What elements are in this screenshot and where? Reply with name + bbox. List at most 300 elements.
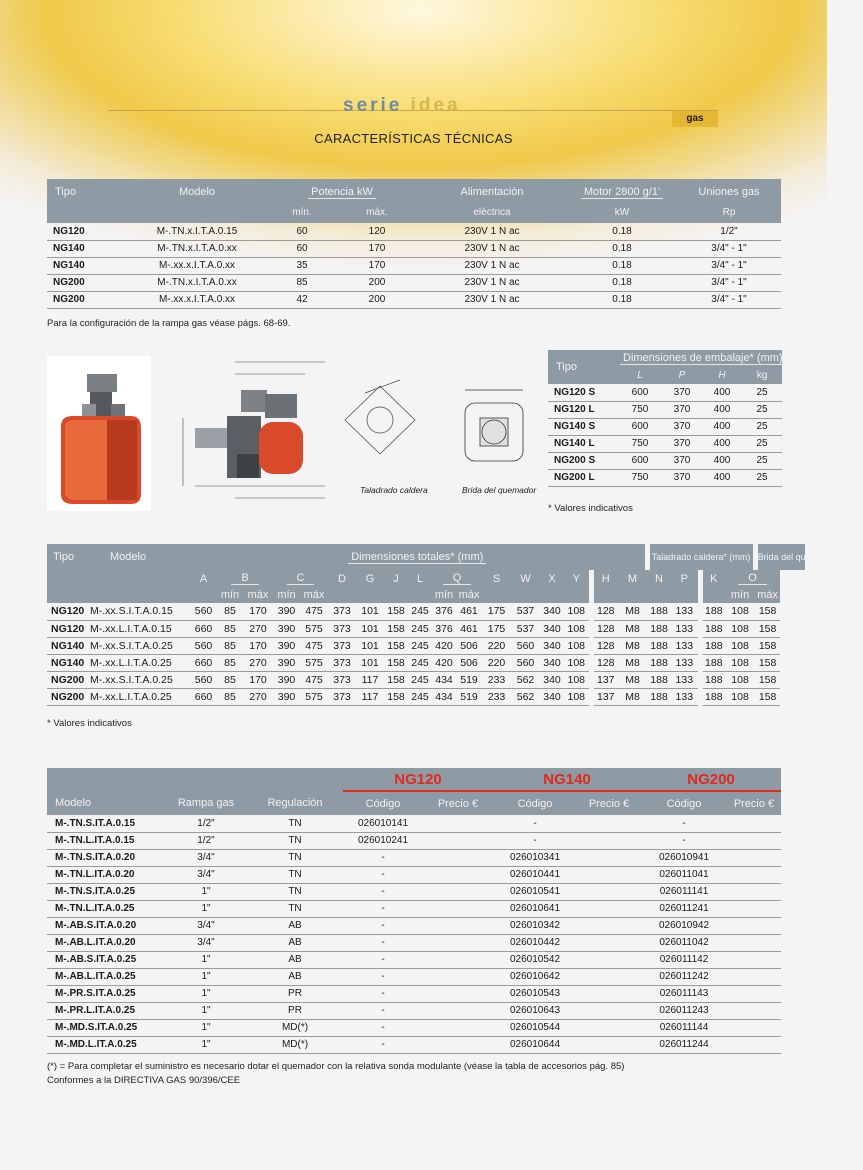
dim-col-h: H	[591, 570, 618, 587]
table-cell: 1/2"	[677, 223, 781, 240]
table-cell: NG200	[47, 291, 127, 308]
table-cell: 170	[337, 240, 417, 257]
table-cell: 340	[540, 620, 564, 637]
table-cell: 575	[300, 620, 328, 637]
table-cell: 1"	[165, 968, 247, 985]
table-cell: TN	[247, 866, 343, 883]
table-cell: 128	[591, 603, 618, 620]
table-cell: 108	[725, 620, 755, 637]
table-cell: NG200 L	[548, 469, 618, 486]
table-cell: 400	[702, 401, 742, 418]
price-cell	[727, 1002, 781, 1019]
table-cell: 188	[700, 620, 725, 637]
table-cell: 3/4" - 1"	[677, 257, 781, 274]
price-cell	[577, 900, 641, 917]
table-cell: 158	[384, 620, 408, 637]
price-col-codigo-ng140: Código	[493, 791, 577, 815]
dim-col-l: L	[408, 570, 432, 587]
table-cell: 562	[511, 671, 540, 688]
table-cell: 373	[328, 637, 356, 654]
table-row	[47, 968, 781, 985]
table-cell: 101	[356, 637, 384, 654]
table-row	[47, 917, 781, 934]
dim-col-w: W	[511, 570, 540, 587]
table-cell: 537	[511, 603, 540, 620]
table-cell: M-.MD.L.IT.A.0.25	[47, 1036, 165, 1053]
table-cell: 660	[190, 654, 217, 671]
price-cell	[423, 1036, 493, 1053]
table-cell: M-.xx.L.I.T.A.0.15	[90, 620, 190, 637]
table-cell: -	[343, 866, 423, 883]
table-cell: M-.AB.S.IT.A.0.25	[47, 951, 165, 968]
table-cell: 562	[511, 688, 540, 705]
dim-col-x: X	[540, 570, 564, 587]
table-cell: 390	[273, 603, 300, 620]
dim-col-a: A	[190, 570, 217, 587]
table-cell: 461	[456, 603, 482, 620]
price-cell	[577, 832, 641, 849]
table-cell: 026010341	[493, 849, 577, 866]
table-cell: NG200	[47, 274, 127, 291]
table-cell: 600	[618, 384, 662, 401]
table-cell: -	[343, 1002, 423, 1019]
table-cell: M-.xx.L.I.T.A.0.25	[90, 688, 190, 705]
price-cell	[577, 866, 641, 883]
price-cell	[423, 934, 493, 951]
col-alimentacion: Alimentación	[417, 179, 567, 201]
table-cell: 1"	[165, 1002, 247, 1019]
pkg-col-l: L	[618, 368, 662, 385]
table-cell: M-.TN.L.IT.A.0.20	[47, 866, 165, 883]
pricing-table-body	[47, 815, 781, 1053]
dim-q-max: máx	[456, 587, 482, 603]
table-cell: 026010542	[493, 951, 577, 968]
table-cell: 026010643	[493, 1002, 577, 1019]
table-row	[47, 240, 781, 257]
dim-col-tipo: Tipo	[47, 544, 90, 570]
table-cell: -	[343, 883, 423, 900]
table-cell: 026010441	[493, 866, 577, 883]
table-cell: 370	[662, 452, 702, 469]
table-cell: 25	[742, 435, 782, 452]
dimensions-table-body	[47, 603, 805, 705]
table-row	[47, 637, 805, 654]
table-cell: 506	[456, 637, 482, 654]
table-cell: 026011142	[641, 951, 727, 968]
table-cell: 373	[328, 654, 356, 671]
table-cell: 1/2"	[165, 815, 247, 832]
price-cell	[423, 917, 493, 934]
table-cell: M-.xx.x.I.T.A.0.xx	[127, 291, 267, 308]
table-cell: 560	[511, 654, 540, 671]
table-cell: 434	[432, 688, 456, 705]
table-cell: M8	[618, 688, 647, 705]
table-cell: 1/2"	[165, 832, 247, 849]
table-cell: 158	[384, 671, 408, 688]
price-cell	[577, 1036, 641, 1053]
directive-note: Conformes a la DIRECTIVA GAS 90/396/CEE	[47, 1075, 241, 1086]
table-cell: 188	[647, 620, 671, 637]
table-cell: 158	[384, 654, 408, 671]
table-cell: AB	[247, 934, 343, 951]
dim-b-max: máx	[243, 587, 273, 603]
table-cell: 400	[702, 435, 742, 452]
table-cell: 519	[456, 688, 482, 705]
price-cell	[727, 900, 781, 917]
table-cell: 188	[647, 637, 671, 654]
table-cell: NG140 L	[548, 435, 618, 452]
price-cell	[727, 917, 781, 934]
price-col-codigo-ng200: Código	[641, 791, 727, 815]
table-cell: PR	[247, 985, 343, 1002]
table-cell: 340	[540, 688, 564, 705]
table-row	[47, 985, 781, 1002]
table-cell: 400	[702, 384, 742, 401]
table-cell: 42	[267, 291, 337, 308]
dim-b-min: mín	[217, 587, 243, 603]
table-cell: 3/4" - 1"	[677, 291, 781, 308]
table-cell: MD(*)	[247, 1036, 343, 1053]
table-row	[548, 435, 782, 452]
table-cell: 230V 1 N ac	[417, 257, 567, 274]
price-col-rampa: Rampa gas	[165, 791, 247, 815]
table-cell: -	[343, 934, 423, 951]
table-cell: 506	[456, 654, 482, 671]
table-cell: 60	[267, 223, 337, 240]
price-cell	[423, 883, 493, 900]
table-cell: 373	[328, 603, 356, 620]
price-cell	[727, 866, 781, 883]
table-row	[47, 620, 805, 637]
table-row	[47, 291, 781, 308]
table-cell: 434	[432, 671, 456, 688]
col-motor-unit: kW	[567, 201, 677, 223]
table-cell: 537	[511, 620, 540, 637]
table-cell: 158	[755, 654, 780, 671]
table-cell: 175	[482, 603, 511, 620]
table-cell: 133	[671, 637, 700, 654]
price-col-precio-ng200: Precio €	[727, 791, 781, 815]
table-cell: 400	[702, 452, 742, 469]
table-cell: 026010543	[493, 985, 577, 1002]
table-cell: 158	[384, 688, 408, 705]
table-cell: 108	[564, 620, 591, 637]
table-cell: -	[641, 815, 727, 832]
technical-table-body	[47, 223, 781, 308]
table-row	[47, 257, 781, 274]
table-cell: 3/4"	[165, 866, 247, 883]
price-cell	[577, 883, 641, 900]
table-cell: 370	[662, 401, 702, 418]
table-cell: 85	[217, 620, 243, 637]
table-cell: 101	[356, 603, 384, 620]
table-cell: 158	[755, 620, 780, 637]
table-cell: 575	[300, 654, 328, 671]
table-row	[548, 401, 782, 418]
table-cell: 188	[700, 603, 725, 620]
price-col-codigo-ng120: Código	[343, 791, 423, 815]
table-cell: -	[493, 832, 577, 849]
price-cell	[727, 934, 781, 951]
price-cell	[577, 1019, 641, 1036]
table-cell: M-.TN.x.I.T.A.0.xx	[127, 240, 267, 257]
table-cell: AB	[247, 968, 343, 985]
table-row	[47, 951, 781, 968]
dim-col-p: P	[671, 570, 700, 587]
table-cell: 108	[725, 637, 755, 654]
table-cell: 026011242	[641, 968, 727, 985]
dim-c-min: mín	[273, 587, 300, 603]
table-cell: 233	[482, 688, 511, 705]
table-cell: 230V 1 N ac	[417, 240, 567, 257]
table-cell: 158	[755, 688, 780, 705]
table-cell: 660	[190, 620, 217, 637]
table-cell: 475	[300, 637, 328, 654]
table-cell: M-.TN.L.IT.A.0.15	[47, 832, 165, 849]
table-cell: 026011141	[641, 883, 727, 900]
table-row	[47, 849, 781, 866]
dim-o-min: mín	[725, 587, 755, 603]
dim-col-k: K	[700, 570, 725, 587]
table-cell: AB	[247, 917, 343, 934]
table-cell: M-.TN.x.I.T.A.0.xx	[127, 274, 267, 291]
table-cell: 25	[742, 384, 782, 401]
pricing-table	[47, 768, 781, 1054]
table-cell: 85	[217, 654, 243, 671]
table-cell: 230V 1 N ac	[417, 223, 567, 240]
table-cell: TN	[247, 815, 343, 832]
table-cell: 158	[755, 671, 780, 688]
table-cell: 026010641	[493, 900, 577, 917]
table-cell: 270	[243, 654, 273, 671]
table-cell: 1"	[165, 985, 247, 1002]
series-word: serie	[343, 95, 403, 116]
table-row	[47, 688, 805, 705]
table-cell: NG120 L	[548, 401, 618, 418]
table-cell: NG120	[47, 603, 90, 620]
table-cell: 85	[217, 637, 243, 654]
dim-col-c: C	[273, 570, 328, 587]
table-cell: 420	[432, 637, 456, 654]
table-cell: MD(*)	[247, 1019, 343, 1036]
packaging-table	[548, 350, 782, 487]
table-cell: 128	[591, 637, 618, 654]
table-cell: 660	[190, 688, 217, 705]
table-cell: 026010941	[641, 849, 727, 866]
modulating-note: (*) = Para completar el suministro es necesario dotar el quemador con la relativa sonda modulante (véase la tabla de accesorios pág. 85)	[47, 1061, 625, 1072]
table-cell: 340	[540, 603, 564, 620]
price-cell	[423, 1002, 493, 1019]
dim-col-s: S	[482, 570, 511, 587]
table-cell: 108	[725, 671, 755, 688]
dim-col-d: D	[328, 570, 356, 587]
table-cell: M8	[618, 637, 647, 654]
table-cell: M-.TN.S.IT.A.0.15	[47, 815, 165, 832]
price-col-modelo: Modelo	[47, 791, 165, 815]
table-cell: 133	[671, 620, 700, 637]
table-cell: M-.AB.L.IT.A.0.20	[47, 934, 165, 951]
price-cell	[423, 985, 493, 1002]
table-cell: 475	[300, 671, 328, 688]
table-row	[47, 671, 805, 688]
table-cell: -	[343, 951, 423, 968]
table-cell: 25	[742, 452, 782, 469]
col-uniones-unit: Rp	[677, 201, 781, 223]
table-cell: M-.xx.S.I.T.A.0.25	[90, 637, 190, 654]
table-row	[47, 223, 781, 240]
table-row	[47, 1036, 781, 1053]
table-cell: NG140	[47, 257, 127, 274]
table-cell: 175	[482, 620, 511, 637]
table-cell: 188	[647, 654, 671, 671]
table-cell: NG200 S	[548, 452, 618, 469]
price-cell	[423, 1019, 493, 1036]
table-cell: NG140	[47, 654, 90, 671]
table-row	[47, 1019, 781, 1036]
pkg-col-h: H	[702, 368, 742, 385]
caption-brida: Brida del quemador	[462, 485, 537, 495]
price-cell	[727, 1019, 781, 1036]
table-cell: 390	[273, 688, 300, 705]
table-cell: 026011241	[641, 900, 727, 917]
table-cell: 750	[618, 469, 662, 486]
price-col-precio-ng140: Precio €	[577, 791, 641, 815]
table-cell: 340	[540, 654, 564, 671]
table-cell: 373	[328, 688, 356, 705]
table-cell: TN	[247, 883, 343, 900]
price-cell	[577, 917, 641, 934]
table-cell: NG120 S	[548, 384, 618, 401]
col-potencia: Potencia kW	[267, 179, 417, 201]
gas-tag: gas	[672, 111, 718, 127]
table-cell: 101	[356, 620, 384, 637]
table-cell: 245	[408, 671, 432, 688]
table-cell: 170	[243, 603, 273, 620]
dim-c-max: máx	[300, 587, 328, 603]
table-cell: -	[343, 917, 423, 934]
table-cell: 245	[408, 688, 432, 705]
table-cell: 026010342	[493, 917, 577, 934]
table-cell: 400	[702, 469, 742, 486]
table-cell: M8	[618, 603, 647, 620]
series-title	[343, 95, 461, 117]
table-cell: 170	[243, 671, 273, 688]
dimensions-table	[47, 544, 863, 706]
table-cell: M8	[618, 654, 647, 671]
table-cell: 117	[356, 671, 384, 688]
burner-photo	[47, 356, 151, 511]
table-cell: 1"	[165, 951, 247, 968]
table-cell: 026010141	[343, 815, 423, 832]
table-cell: 230V 1 N ac	[417, 291, 567, 308]
table-cell: 461	[456, 620, 482, 637]
table-cell: 026010541	[493, 883, 577, 900]
table-cell: NG140	[47, 240, 127, 257]
table-cell: -	[493, 815, 577, 832]
caption-taladrado: Taladrado caldera	[360, 485, 428, 495]
table-cell: 270	[243, 688, 273, 705]
table-cell: 373	[328, 620, 356, 637]
table-cell: 200	[337, 291, 417, 308]
table-cell: 370	[662, 469, 702, 486]
table-cell: 188	[700, 654, 725, 671]
dim-col-totales: Dimensiones totales* (mm)	[190, 544, 647, 570]
table-cell: 188	[647, 688, 671, 705]
table-cell: 230V 1 N ac	[417, 274, 567, 291]
table-row	[47, 883, 781, 900]
price-cell	[727, 883, 781, 900]
table-row	[47, 654, 805, 671]
table-cell: 270	[243, 620, 273, 637]
dim-q-min: mín	[432, 587, 456, 603]
table-cell: TN	[247, 900, 343, 917]
table-cell: M-.TN.S.IT.A.0.25	[47, 883, 165, 900]
table-cell: M8	[618, 671, 647, 688]
price-cell	[423, 832, 493, 849]
table-cell: 233	[482, 671, 511, 688]
table-row	[47, 832, 781, 849]
table-cell: NG140	[47, 637, 90, 654]
price-cell	[577, 968, 641, 985]
col-uniones: Uniones gas	[677, 179, 781, 201]
dim-col-n: N	[647, 570, 671, 587]
table-cell: 390	[273, 620, 300, 637]
table-cell: NG200	[47, 688, 90, 705]
table-cell: 3/4" - 1"	[677, 274, 781, 291]
table-cell: 158	[384, 637, 408, 654]
series-name: idea	[410, 95, 461, 116]
table-cell: -	[343, 849, 423, 866]
table-cell: 400	[702, 418, 742, 435]
table-cell: 026011144	[641, 1019, 727, 1036]
dimensions-note: * Valores indicativos	[47, 718, 132, 729]
table-cell: 026011244	[641, 1036, 727, 1053]
dim-col-b: B	[217, 570, 273, 587]
table-cell: 101	[356, 654, 384, 671]
table-row	[548, 418, 782, 435]
table-cell: 137	[591, 688, 618, 705]
table-cell: 390	[273, 654, 300, 671]
page-subtitle: CARACTERÍSTICAS TÉCNICAS	[314, 131, 513, 146]
table-cell: 1"	[165, 900, 247, 917]
table-cell: 026010642	[493, 968, 577, 985]
table-cell: 188	[647, 603, 671, 620]
table-cell: TN	[247, 849, 343, 866]
table-cell: 026011143	[641, 985, 727, 1002]
price-cell	[423, 968, 493, 985]
table-cell: TN	[247, 832, 343, 849]
table-cell: 026010644	[493, 1036, 577, 1053]
table-cell: 128	[591, 654, 618, 671]
table-cell: 0.18	[567, 257, 677, 274]
table-cell: NG120	[47, 223, 127, 240]
table-cell: 420	[432, 654, 456, 671]
price-cell	[577, 951, 641, 968]
table-cell: 3/4" - 1"	[677, 240, 781, 257]
table-cell: 373	[328, 671, 356, 688]
price-cell	[423, 849, 493, 866]
table-cell: 85	[217, 671, 243, 688]
col-motor: Motor 2800 g/1'	[567, 179, 677, 201]
table-cell: 133	[671, 654, 700, 671]
col-potencia-min: mín.	[267, 201, 337, 223]
header-ng140: NG140	[493, 768, 641, 791]
table-cell: 25	[742, 469, 782, 486]
table-cell: PR	[247, 1002, 343, 1019]
table-row	[47, 274, 781, 291]
table-cell: 370	[662, 418, 702, 435]
table-cell: 188	[700, 637, 725, 654]
